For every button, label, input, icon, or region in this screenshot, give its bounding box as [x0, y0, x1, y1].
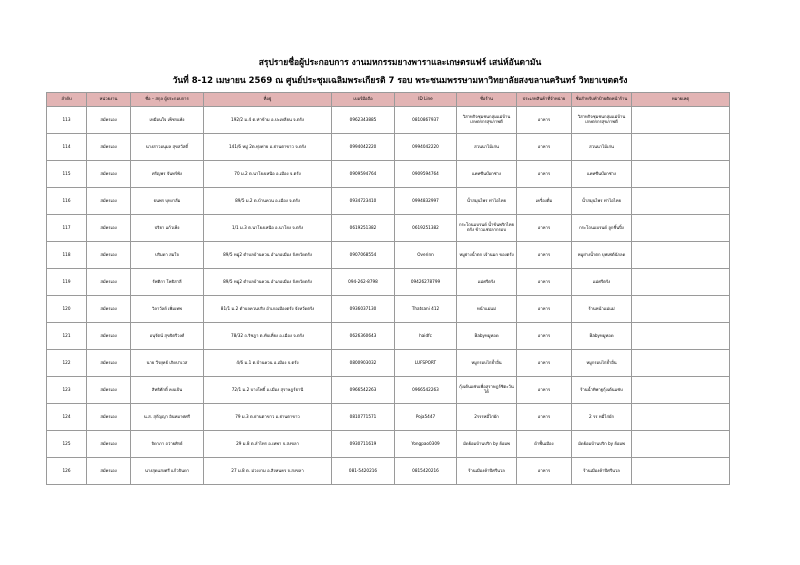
- cell-col-remark: [632, 323, 730, 350]
- cell-col-sign-name: วิสาหกิจชุมชนกลุ่มแม่บ้านเกษตรกรสุขภาพดี: [572, 107, 632, 134]
- cell-col-address: 27 ม.8 ต. ม่วงงาม อ.สิงหนคร จ.สงขลา: [204, 458, 332, 485]
- cell-col-name: ศรัญพร จันทร์พัง: [131, 161, 204, 188]
- cell-col-agency: สมัครเอง: [87, 431, 131, 458]
- cell-col-shop-name: วิสาหกิจชุมชนกลุ่มแม่บ้านเกษตรกรสุขภาพดี: [457, 107, 517, 134]
- table-row: [47, 296, 730, 323]
- table-row: [47, 107, 730, 134]
- cell-col-agency: สมัครเอง: [87, 134, 131, 161]
- cell-col-name: จิดาภา ถว่ายศิรย์: [131, 431, 204, 458]
- cell-col-no: 124: [47, 404, 87, 431]
- cell-col-agency: สมัครเอง: [87, 296, 131, 323]
- cell-col-remark: [632, 188, 730, 215]
- cell-col-remark: [632, 296, 730, 323]
- table-header-row: [47, 93, 730, 107]
- cell-col-name: ปริมดา สมใจ: [131, 242, 204, 269]
- cell-col-line-id: 0619251382: [395, 215, 457, 242]
- cell-col-product-type: อาหาร: [517, 107, 572, 134]
- cell-col-product-type: อาหาร: [517, 350, 572, 377]
- cell-col-sign-name: ร้านหน้าแม่แม่: [572, 296, 632, 323]
- cell-col-address: 79 ม.3 ต.ย่านตาขาว อ.ย่านตาขาว: [204, 404, 332, 431]
- cell-col-name: ปริยา แก้วเพ็ง: [131, 215, 204, 242]
- cell-col-mobile: 094-262-8798: [332, 269, 395, 296]
- cell-col-mobile: 0994042220: [332, 134, 395, 161]
- cell-col-shop-name: กระโถนแบรนด์ น้ำข้นพริกไทยตรัง ข้าวแช่ปลากรอบ: [457, 215, 517, 242]
- cell-col-sign-name: หมูย่างน้ำตก บุฟเฟ่ต์นักลด: [572, 242, 632, 269]
- table-row: [47, 269, 730, 296]
- cell-col-mobile: 0936037130: [332, 296, 395, 323]
- vendor-table: [46, 92, 730, 485]
- cell-col-line-id: 0994042220: [395, 134, 457, 161]
- cell-col-mobile: 0962343885: [332, 107, 395, 134]
- cell-col-product-type: อาหาร: [517, 323, 572, 350]
- cell-col-mobile: 0626360643: [332, 323, 395, 350]
- cell-col-line-id: haidfc: [395, 323, 457, 350]
- cell-col-line-id: 09426278799: [395, 269, 457, 296]
- cell-col-line-id: 0810867937: [395, 107, 457, 134]
- cell-col-shop-name: Babyหมูทอด: [457, 323, 517, 350]
- cell-col-line-id: 0815420216: [395, 458, 457, 485]
- cell-col-mobile: 0810771571: [332, 404, 395, 431]
- cell-col-no: 125: [47, 431, 87, 458]
- cell-col-sign-name: Babyหมูทอด: [572, 323, 632, 350]
- cell-col-remark: [632, 107, 730, 134]
- cell-col-product-type: อาหาร: [517, 242, 572, 269]
- table-row: [47, 458, 730, 485]
- cell-col-mobile: 0966542263: [332, 377, 395, 404]
- cell-col-address: 78/32 ถ.ริชฎา ต.ทับเที่ยง อ.เมือง จ.ตรัง: [204, 323, 332, 350]
- table-row: [47, 323, 730, 350]
- cell-col-shop-name: แคทซีนบ๊อกซ่าง: [457, 161, 517, 188]
- cell-col-remark: [632, 350, 730, 377]
- cell-col-shop-name: น้ำสมุนไพร ท่าไอไทย: [457, 188, 517, 215]
- header-col-address: ที่อยู่: [204, 93, 332, 107]
- cell-col-name: นาย วีรยุทธ์ เกิดปาเวส: [131, 350, 204, 377]
- cell-col-shop-name: หน้าแม่แม่: [457, 296, 517, 323]
- header-col-mobile: เบอร์มือถือ: [332, 93, 395, 107]
- cell-col-sign-name: มัดย้อมบ้านปริก by ย้อมพ: [572, 431, 632, 458]
- table-row: [47, 134, 730, 161]
- cell-col-agency: สมัครเอง: [87, 458, 131, 485]
- cell-col-agency: สมัครเอง: [87, 215, 131, 242]
- cell-col-mobile: 0934723410: [332, 188, 395, 215]
- table-row: [47, 350, 730, 377]
- header-col-remark: หมายเหตุ: [632, 93, 730, 107]
- cell-col-product-type: เครื่องดื่ม: [517, 188, 572, 215]
- cell-col-name: เหมือนใจ เพ็ชรแพ้ง: [131, 107, 204, 134]
- document-subtitle: วันที่ 8-12 เมษายน 2569 ณ ศูนย์ประชุมเฉลิมพระเกียรติ 7 รอบ พระชนมพรรษามหาวิทยาลัยสงขลานครินทร์ วิทยาเขตตรัง: [172, 76, 628, 86]
- cell-col-no: 123: [47, 377, 87, 404]
- table-row: [47, 215, 730, 242]
- table-row: [47, 431, 730, 458]
- cell-col-no: 118: [47, 242, 87, 269]
- cell-col-sign-name: หมูกรอบไก่ย้ำอื่น: [572, 350, 632, 377]
- cell-col-agency: สมัครเอง: [87, 377, 131, 404]
- cell-col-remark: [632, 242, 730, 269]
- cell-col-name: นางสาวอนุมล สุขสวัสดิ์: [131, 134, 204, 161]
- cell-col-shop-name: กุ้งเต้นแซ่บเพื่อสุราษฎร์ซิตะวันได้: [457, 377, 517, 404]
- header-col-agency: หน่วยงาน: [87, 93, 131, 107]
- cell-col-no: 126: [47, 458, 87, 485]
- cell-col-name: รัฟติกา โพธิสาลี: [131, 269, 204, 296]
- cell-col-sign-name: แคทซีนบ๊อกซ่าง: [572, 161, 632, 188]
- cell-col-address: 70 ม.2 ต.นาโยงเหนือ อ.เมือง จ.ตรัง: [204, 161, 332, 188]
- cell-col-shop-name: แม่ศรีตรัง: [457, 269, 517, 296]
- cell-col-no: 122: [47, 350, 87, 377]
- cell-col-mobile: 0930711619: [332, 431, 395, 458]
- table-row: [47, 188, 730, 215]
- cell-col-agency: สมัครเอง: [87, 242, 131, 269]
- cell-col-mobile: 0800903032: [332, 350, 395, 377]
- cell-col-address: 89/5 หมู่2 ตำบลบ้านควน อำเภอเมือง จังหวัดตรัง: [204, 242, 332, 269]
- cell-col-agency: สมัครเอง: [87, 323, 131, 350]
- cell-col-no: 114: [47, 134, 87, 161]
- cell-col-product-type: อาหาร: [517, 458, 572, 485]
- cell-col-product-type: อาหาร: [517, 134, 572, 161]
- cell-col-line-id: Poja5447: [395, 404, 457, 431]
- cell-col-address: 72/1 ม.2 บางโพธิ์ อ.เมือง สุราษฎร์ธานี: [204, 377, 332, 404]
- cell-col-product-type: อาหาร: [517, 377, 572, 404]
- cell-col-line-id: Overinn: [395, 242, 457, 269]
- table-row: [47, 242, 730, 269]
- cell-col-no: 121: [47, 323, 87, 350]
- cell-col-shop-name: มัดย้อมบ้านปริก by ย้อมพ: [457, 431, 517, 458]
- cell-col-agency: สมัครเอง: [87, 269, 131, 296]
- table-row: [47, 404, 730, 431]
- cell-col-shop-name: ร้านเมืองค้าปีศรีนวล: [457, 458, 517, 485]
- cell-col-line-id: 0909594764: [395, 161, 457, 188]
- cell-col-line-id: LUFSPORT: [395, 350, 457, 377]
- cell-col-address: 81/1 ม.2 ตำบลควนปริง อำเภอเมืองตรัง จังหวัดตรัง: [204, 296, 332, 323]
- cell-col-agency: สมัครเอง: [87, 404, 131, 431]
- cell-col-mobile: 0907068554: [332, 242, 395, 269]
- cell-col-sign-name: กระโถนแบรนด์ ลูกชิ้นปิ้ง: [572, 215, 632, 242]
- cell-col-remark: [632, 458, 730, 485]
- cell-col-remark: [632, 404, 730, 431]
- cell-col-agency: สมัครเอง: [87, 188, 131, 215]
- cell-col-no: 115: [47, 161, 87, 188]
- header-col-line-id: ID Line: [395, 93, 457, 107]
- cell-col-address: 192/2 ม.4 ต.ท่าข้าม อ.ปะเหลียน จ.ตรัง: [204, 107, 332, 134]
- cell-col-remark: [632, 215, 730, 242]
- cell-col-sign-name: สวนนาไม้เก่น: [572, 134, 632, 161]
- cell-col-name: อนุรัตน์ สุขจิตรีวงศ์: [131, 323, 204, 350]
- header-col-sign-name: ชื่อสำหรับทำป้ายติดหน้าร้าน: [572, 93, 632, 107]
- cell-col-address: 1/1 ม.3 ต.นาโยงเหนือ อ.นาโยง จ.ตรัง: [204, 215, 332, 242]
- cell-col-shop-name: หมูย่างน้ำตก เจ้านมก ของตรัง: [457, 242, 517, 269]
- table-row: [47, 161, 730, 188]
- cell-col-address: 89/5 หมู่2 ตำบลบ้านควน อำเภอเมือง จังหวัดตรัง: [204, 269, 332, 296]
- header-col-shop-name: ชื่อร้าน: [457, 93, 517, 107]
- cell-col-mobile: 0909594764: [332, 161, 395, 188]
- document-title: สรุปรายชื่อผู้ประกอบการ งานมหกรรมยางพาราและเกษตรแฟร์ เสน่ห์อันดามัน: [258, 58, 542, 68]
- cell-col-remark: [632, 161, 730, 188]
- cell-col-name: น.ส. สุกัญญา อินทมาศศรี: [131, 404, 204, 431]
- cell-col-name: สิทธิศักดิ์ คงแป้น: [131, 377, 204, 404]
- cell-col-remark: [632, 134, 730, 161]
- cell-col-sign-name: ร้านน้ำทิพาฐกุ้งเต้นแซ่บ: [572, 377, 632, 404]
- cell-col-product-type: อาหาร: [517, 269, 572, 296]
- cell-col-address: 29 ม.8 ต.ลำไทร อ.เทพา จ.สงขลา: [204, 431, 332, 458]
- header-col-no: ลำดับ: [47, 93, 87, 107]
- table-row: [47, 377, 730, 404]
- cell-col-no: 120: [47, 296, 87, 323]
- cell-col-agency: สมัครเอง: [87, 107, 131, 134]
- cell-col-sign-name: ร้านเมืองค้าปีศรีนวล: [572, 458, 632, 485]
- cell-col-name: ธนพร บุหงาส้ม: [131, 188, 204, 215]
- cell-col-mobile: 0619251382: [332, 215, 395, 242]
- cell-col-product-type: อาหาร: [517, 296, 572, 323]
- cell-col-no: 117: [47, 215, 87, 242]
- cell-col-address: 4/6 ม.1 ต.บ้านควน อ.เมือง จ.ตรัง: [204, 350, 332, 377]
- cell-col-agency: สมัครเอง: [87, 161, 131, 188]
- cell-col-line-id: Thatsani 412: [395, 296, 457, 323]
- cell-col-product-type: อาหาร: [517, 404, 572, 431]
- cell-col-name: วิลาวัลย์ เพิ่มเทพ: [131, 296, 204, 323]
- header-col-name: ชื่อ – สกุล ผู้ประกอบการ: [131, 93, 204, 107]
- cell-col-sign-name: 2 รร หมี่ไก่ผัก: [572, 404, 632, 431]
- cell-col-line-id: 0966542263: [395, 377, 457, 404]
- cell-col-no: 113: [47, 107, 87, 134]
- cell-col-product-type: อาหาร: [517, 215, 572, 242]
- cell-col-remark: [632, 377, 730, 404]
- cell-col-product-type: อาหาร: [517, 161, 572, 188]
- cell-col-remark: [632, 431, 730, 458]
- cell-col-sign-name: แม่ศรีตรัง: [572, 269, 632, 296]
- cell-col-shop-name: หมูกรอบไก่ย้ำอื่น: [457, 350, 517, 377]
- header-col-product-type: ประเภทสินค้าที่จำหน่าย: [517, 93, 572, 107]
- cell-col-shop-name: สวนนาไม้เก่น: [457, 134, 517, 161]
- cell-col-line-id: Yongpao0309: [395, 431, 457, 458]
- table-body: [47, 107, 730, 485]
- cell-col-mobile: 081-5420216: [332, 458, 395, 485]
- cell-col-agency: สมัครเอง: [87, 350, 131, 377]
- cell-col-product-type: ผ้าพื้นเมือง: [517, 431, 572, 458]
- cell-col-address: 89/5 ม.2 ต.บ้านควน อ.เมือง จ.ตรัง: [204, 188, 332, 215]
- cell-col-name: นางสุดแสงศรี แก้วจินดา: [131, 458, 204, 485]
- cell-col-no: 116: [47, 188, 87, 215]
- cell-col-remark: [632, 269, 730, 296]
- cell-col-shop-name: 2รรรหมี่ไก่ผัก: [457, 404, 517, 431]
- cell-col-sign-name: น้ำสมุนไพร ท่าไอไทย: [572, 188, 632, 215]
- cell-col-line-id: 0994832997: [395, 188, 457, 215]
- cell-col-address: 141/6 หมู่ 2ต.ทุ่งค่าย อ.ย่านตาขาว จ.ตรัง: [204, 134, 332, 161]
- cell-col-no: 119: [47, 269, 87, 296]
